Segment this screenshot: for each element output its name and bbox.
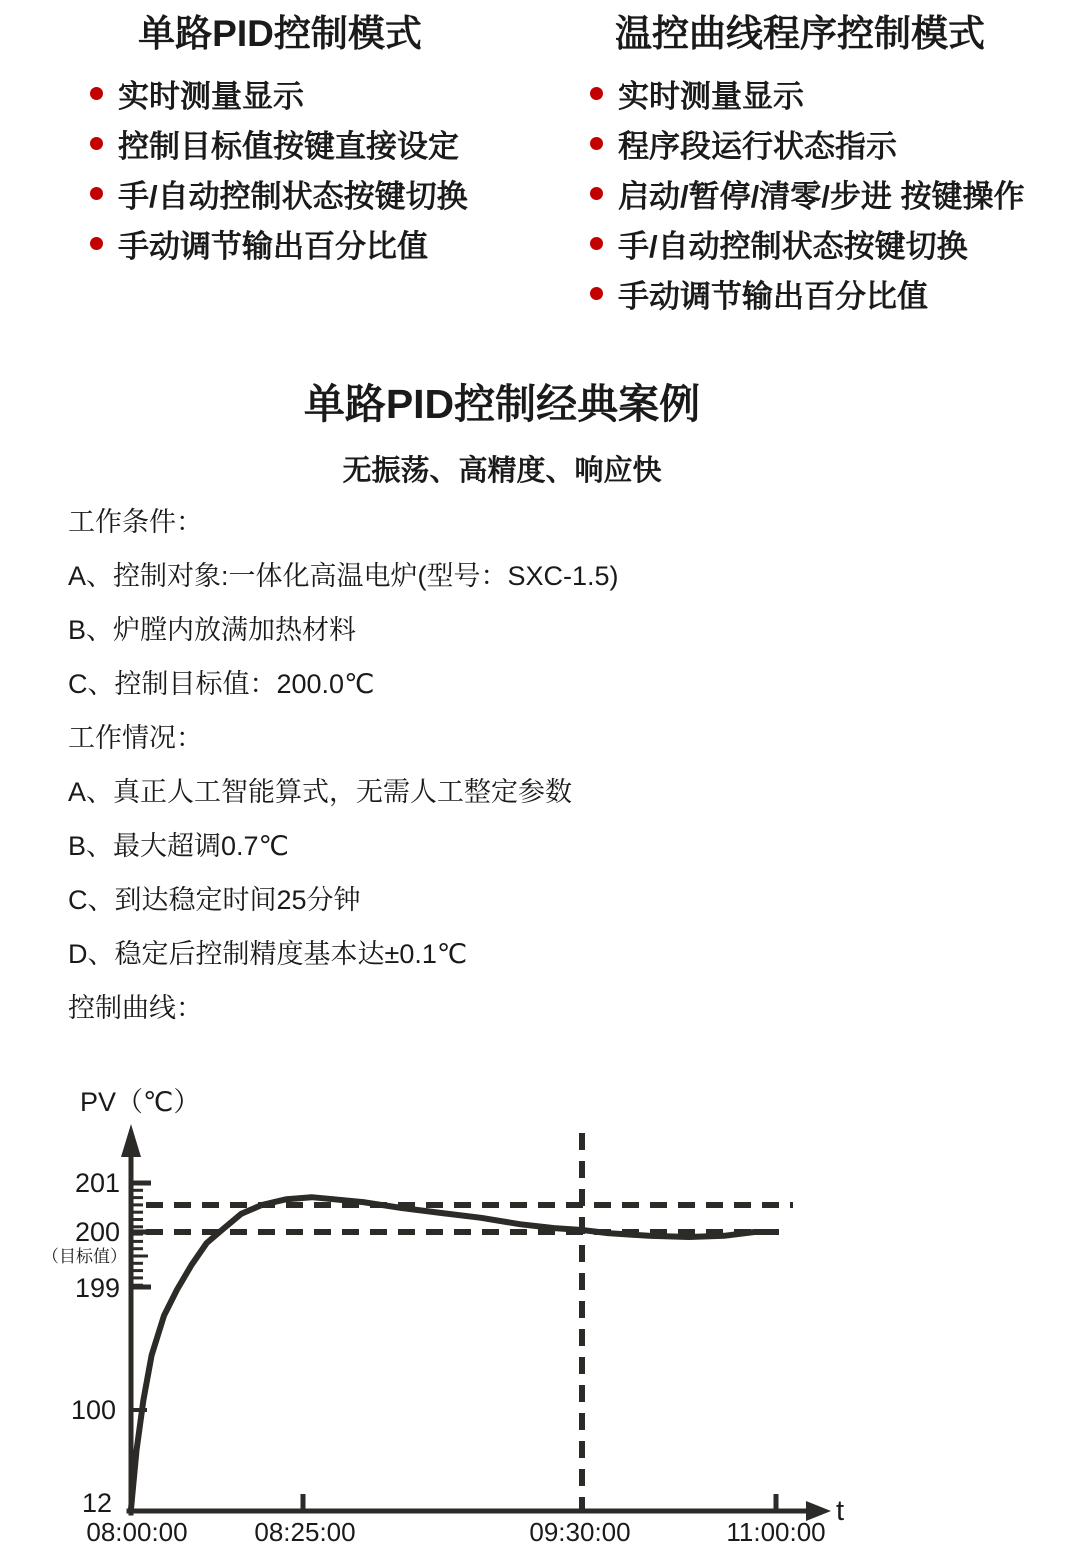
case-title: 单路PID控制经典案例 [303, 381, 701, 427]
pv-time-chart [0, 1070, 1080, 1562]
list-item [590, 218, 1040, 268]
case-line: 工作情况： [68, 723, 203, 753]
list-item [590, 268, 1040, 318]
feature-text: 手动调节输出百分比值 [118, 228, 428, 264]
feature-text: 手动调节输出百分比值 [618, 278, 928, 314]
feature-text: 实时测量显示 [118, 78, 304, 114]
y-axis-label: PV（℃） [80, 1087, 201, 1117]
y-tick-label-201: 201 [74, 1168, 120, 1198]
case-line: D、稳定后控制精度基本达±0.1℃ [68, 939, 468, 969]
bullet-dot-icon [590, 137, 603, 150]
feature-list-single-pid [90, 68, 500, 268]
feature-list-program-control [590, 68, 1040, 318]
y-tick-label-12: 12 [81, 1488, 112, 1518]
target-value-label: （目标值） [42, 1247, 127, 1266]
case-line: A、真正人工智能算式，无需人工整定参数 [68, 777, 573, 807]
feature-column-program-control [560, 10, 1040, 318]
bullet-dot-icon [590, 237, 603, 250]
case-line: A、控制对象:一体化高温电炉(型号：SXC-1.5) [68, 561, 619, 591]
bullet-dot-icon [90, 87, 103, 100]
y-axis-arrow-icon [121, 1124, 141, 1157]
bullet-dot-icon [90, 137, 103, 150]
list-item [590, 118, 1040, 168]
feature-text: 控制目标值按键直接设定 [118, 128, 459, 164]
x-axis-ticks [303, 1494, 776, 1509]
case-line: C、控制目标值：200.0℃ [68, 669, 375, 699]
case-line: B、炉膛内放满加热材料 [68, 615, 357, 645]
case-subtitle: 无振荡、高精度、响应快 [342, 455, 662, 487]
column-title-program-control: 温控曲线程序控制模式 [615, 13, 985, 54]
x-tick-label-0800: 08:00:00 [86, 1517, 188, 1547]
case-details [68, 495, 619, 1035]
case-line: C、到达稳定时间25分钟 [68, 885, 361, 915]
list-item [590, 68, 1040, 118]
bullet-dot-icon [590, 87, 603, 100]
feature-text: 手/自动控制状态按键切换 [618, 228, 968, 264]
y-tick-label-200: 200 [74, 1217, 120, 1247]
x-tick-label-1100: 11:00:00 [726, 1517, 826, 1547]
list-item [90, 68, 500, 118]
case-line: B、最大超调0.7℃ [68, 831, 289, 861]
feature-column-single-pid [60, 10, 500, 268]
column-title-single-pid: 单路PID控制模式 [138, 13, 422, 54]
y-tick-label-199: 199 [74, 1273, 120, 1303]
list-item [590, 168, 1040, 218]
x-axis-label: t [836, 1495, 845, 1527]
list-item [90, 168, 500, 218]
list-item [90, 118, 500, 168]
x-tick-label-0930: 09:30:00 [529, 1517, 631, 1547]
list-item [90, 218, 500, 268]
x-tick-label-0825: 08:25:00 [254, 1517, 356, 1547]
feature-text: 程序段运行状态指示 [618, 128, 897, 164]
pv-curve [131, 1197, 776, 1509]
bullet-dot-icon [90, 187, 103, 200]
feature-text: 手/自动控制状态按键切换 [118, 178, 468, 214]
case-line: 控制曲线： [68, 993, 203, 1023]
bullet-dot-icon [590, 287, 603, 300]
bullet-dot-icon [90, 237, 103, 250]
feature-text: 实时测量显示 [618, 78, 804, 114]
y-tick-label-100: 100 [70, 1395, 116, 1425]
bullet-dot-icon [590, 187, 603, 200]
case-line: 工作条件： [68, 507, 203, 537]
feature-text: 启动/暂停/清零/步进 按键操作 [618, 178, 1025, 214]
